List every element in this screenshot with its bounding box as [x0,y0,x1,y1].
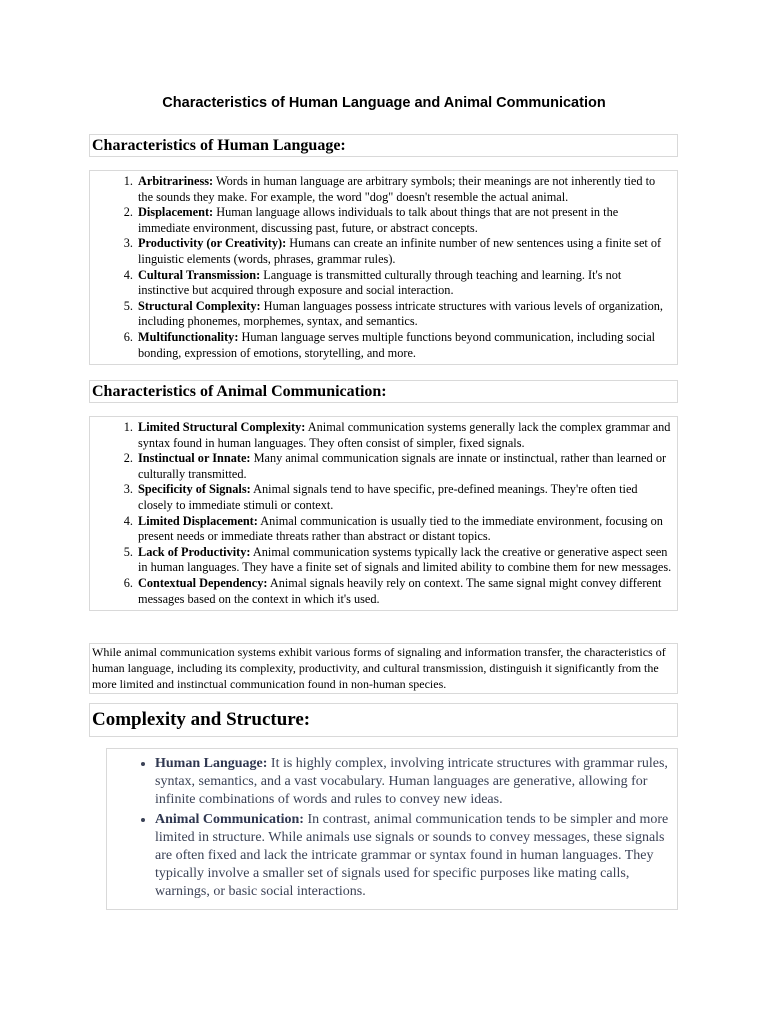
animal-communication-list [110,420,673,607]
item-term: Specificity of Signals: [138,482,251,497]
item-term: Animal Communication: [155,812,304,827]
list-item [136,451,673,482]
item-term: Cultural Transmission: [138,267,261,282]
list-item [136,268,673,299]
item-term: Structural Complexity: [138,298,261,313]
list-item [155,811,671,901]
item-text: Many animal communication signals are innate or instinctual, rather than learned or culturally transmitted. [138,451,667,481]
item-text: Human languages possess intricate structures with various levels of organization, including phonemes, morphemes, syntax, and semantics. [138,298,664,329]
animal-communication-heading: Characteristics of Animal Communication: [89,380,678,403]
item-text: Humans can create an infinite number of new sentences using a finite set of linguistic elements (words, phrases, grammar rules). [138,236,662,266]
human-language-list [110,174,673,361]
list-item [136,420,673,451]
summary-paragraph: While animal communication systems exhibit various forms of signaling and information transfer, the characteristics of human language, including its complexity, productivity, and cultural transmission, distinguish it significantly from the more limited and instinctual communication found in non-human species. [89,643,678,694]
item-text: Language is transmitted culturally through teaching and learning. It's not instinctive but acquired through exposure and social interaction. [138,267,622,298]
item-term: Human Language: [155,756,268,771]
item-term: Productivity (or Creativity): [138,236,287,251]
animal-communication-list-box [89,416,678,611]
item-text: Animal communication systems typically lack the creative or generative aspect seen in human languages. They have a finite set of signals and limited ability to combine them for new messages. [138,544,672,575]
item-term: Limited Displacement: [138,513,258,528]
list-item [136,236,673,267]
list-item [136,174,673,205]
list-item [136,205,673,236]
item-term: Contextual Dependency: [138,575,268,590]
list-item [136,299,673,330]
list-item [136,482,673,513]
item-text: Animal signals heavily rely on context. The same signal might convey different messages based on the context in which it's used. [138,575,662,606]
item-text: It is highly complex, involving intricate structures with grammar rules, syntax, semantics, and a vast vocabulary. Human languages are generative, allowing for infinite combinations of words and rules to convey new ideas. [155,756,668,807]
item-term: Multifunctionality: [138,329,239,344]
item-text: Words in human language are arbitrary symbols; their meanings are not inherently tied to the sounds they make. For example, the word "dog" doesn't resemble the actual animal. [138,174,656,204]
complexity-list [131,755,671,901]
complexity-list-box [106,748,678,910]
item-term: Arbitrariness: [138,174,214,188]
list-item [136,545,673,576]
item-text: Animal communication is usually tied to the immediate environment, focusing on present needs or immediate threats rather than abstract or distant topics. [138,513,663,544]
complexity-heading: Complexity and Structure: [89,703,678,737]
item-term: Displacement: [138,205,214,220]
human-language-heading: Characteristics of Human Language: [89,134,678,157]
item-text: In contrast, animal communication tends to be simpler and more limited in structure. While animals use signals or sounds to convey messages, these signals are often fixed and lack the intricate grammar or syntax found in human languages. They typically involve a smaller set of signals used for specific purposes like mating calls, warnings, or basic social interactions. [155,812,669,899]
list-item [136,576,673,607]
list-item [155,755,671,809]
document-title: Characteristics of Human Language and Animal Communication [162,95,606,111]
item-text: Human language allows individuals to talk about things that are not present in the immediate environment, discussing past, future, or abstract concepts. [138,205,619,235]
item-term: Instinctual or Innate: [138,451,251,466]
item-text: Animal signals tend to have specific, pre-defined meanings. They're often tied closely to immediate stimuli or context. [138,482,638,512]
list-item [136,330,673,361]
item-text: Animal communication systems generally lack the complex grammar and syntax found in human languages. They often consist of simpler, fixed signals. [138,420,671,450]
item-term: Limited Structural Complexity: [138,420,306,434]
list-item [136,514,673,545]
item-term: Lack of Productivity: [138,544,251,559]
human-language-list-box [89,170,678,365]
item-text: Human language serves multiple functions beyond communication, including social bonding, expression of emotions, storytelling, and more. [138,329,656,360]
